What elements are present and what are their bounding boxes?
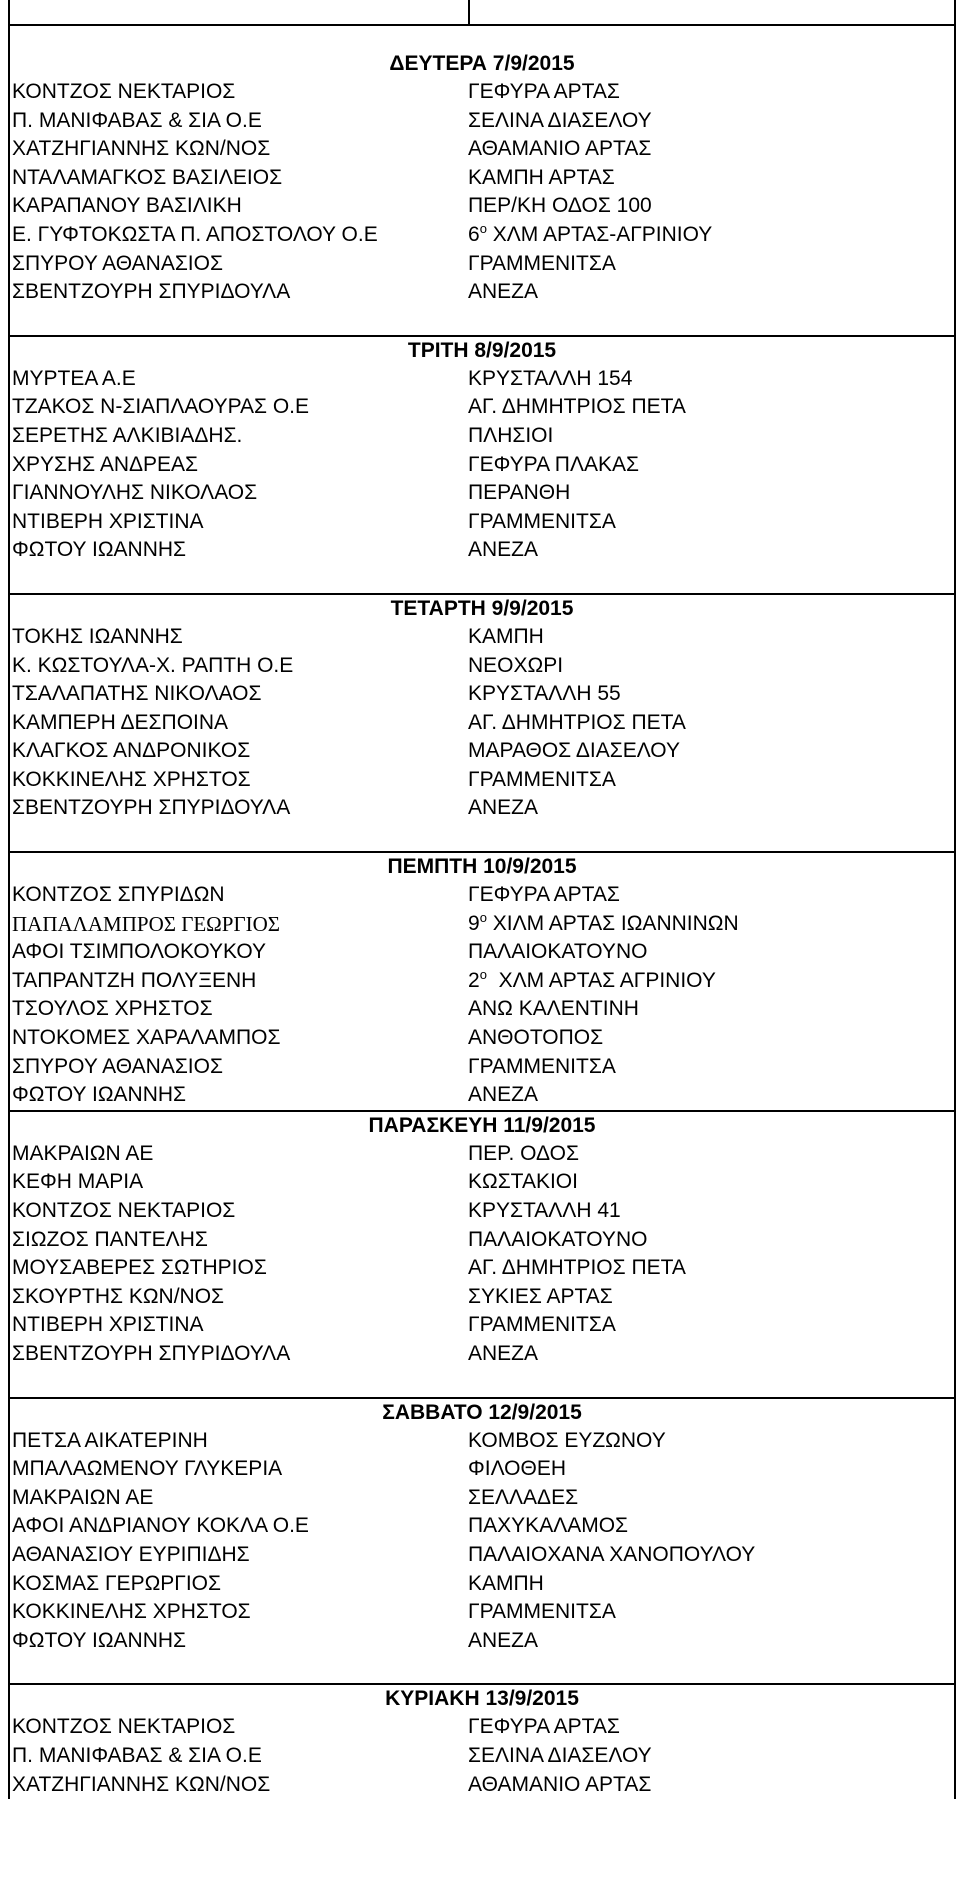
pharmacy-name: ΜΠΑΛΑΩΜΕΝΟΥ ΓΛΥΚΕΡΙΑ xyxy=(12,1457,283,1481)
pharmacy-name: ΚΟΣΜΑΣ ΓΕΡΩΡΓΙΟΣ xyxy=(12,1571,221,1595)
table-row xyxy=(10,938,954,967)
table-row xyxy=(10,967,954,996)
table-row xyxy=(10,652,954,681)
table-row xyxy=(10,995,954,1024)
table-row xyxy=(10,1197,954,1226)
pharmacy-name: ΚΕΦΗ ΜΑΡΙΑ xyxy=(12,1170,144,1194)
location: ΠΛΗΣΙΟΙ xyxy=(468,423,554,447)
pharmacy-name: ΣΕΡΕΤΗΣ ΑΛΚΙΒΙΑΔΗΣ. xyxy=(12,423,243,447)
sections xyxy=(10,50,954,1799)
table-row xyxy=(10,1713,954,1742)
location: ΠΕΡ/ΚΗ ΟΔΟΣ 100 xyxy=(468,194,652,218)
schedule-sheet xyxy=(8,0,956,1799)
spacer-row xyxy=(10,1655,954,1683)
table-row xyxy=(10,794,954,823)
table-row xyxy=(10,737,954,766)
pharmacy-name: ΚΟΝΤΖΟΣ ΝΕΚΤΑΡΙΟΣ xyxy=(12,1715,236,1739)
pharmacy-name: ΤΣΑΛΑΠΑΤΗΣ ΝΙΚΟΛΑΟΣ xyxy=(12,682,262,706)
spacer-row xyxy=(10,823,954,851)
location: ΚΑΜΠΗ xyxy=(468,1571,544,1595)
table-row xyxy=(10,1140,954,1169)
location: ΓΡΑΜΜΕΝΙΤΣΑ xyxy=(468,1313,616,1337)
day-section xyxy=(10,1685,954,1799)
pharmacy-name: ΤΣΟΥΛΟΣ ΧΡΗΣΤΟΣ xyxy=(12,997,213,1021)
table-row xyxy=(10,1427,954,1456)
location: ΜΑΡΑΘΟΣ ΔΙΑΣΕΛΟΥ xyxy=(468,739,680,763)
ordinal-suffix: ο xyxy=(479,909,487,925)
location: ΠΑΛΑΙΟΚΑΤΟΥΝΟ xyxy=(468,940,648,964)
location-rest: ΧΛΜ ΑΡΤΑΣ-ΑΓΡΙΝΙΟΥ xyxy=(486,222,713,246)
location-rest: ΧΙΛΜ ΑΡΤΑΣ ΙΩΑΝΝΙΝΩΝ xyxy=(486,911,739,935)
location: ΠΑΛΑΙΟΚΑΤΟΥΝΟ xyxy=(468,1227,648,1251)
spacer-row xyxy=(10,1369,954,1397)
pharmacy-name: ΝΤΙΒΕΡΗ ΧΡΙΣΤΙΝΑ xyxy=(12,1313,204,1337)
day-title: ΤΡΙΤΗ 8/9/2015 xyxy=(407,338,557,362)
pharmacy-name: ΣΠΥΡΟΥ ΑΘΑΝΑΣΙΟΣ xyxy=(12,251,223,275)
table-row xyxy=(10,1340,954,1369)
location: ΚΡΥΣΤΑΛΛΗ 41 xyxy=(468,1199,621,1222)
table-row xyxy=(10,164,954,193)
table-row xyxy=(10,766,954,795)
ordinal-suffix: ο xyxy=(479,966,487,982)
day-section xyxy=(10,1399,954,1686)
table-row xyxy=(10,508,954,537)
day-title: ΣΑΒΒΑΤΟ 12/9/2015 xyxy=(382,1400,582,1424)
pharmacy-name: Ε. ΓΥΦΤΟΚΩΣΤΑ Π. ΑΠΟΣΤΟΛΟΥ Ο.Ε xyxy=(12,222,378,246)
pharmacy-name: ΣΒΕΝΤΖΟΥΡΗ ΣΠΥΡΙΔΟΥΛΑ xyxy=(12,280,291,304)
pharmacy-name: ΤΖΑΚΟΣ Ν-ΣΙΑΠΛΑΟΥΡΑΣ Ο.Ε xyxy=(12,395,310,419)
location: ΚΑΜΠΗ xyxy=(468,624,544,648)
day-section xyxy=(10,853,954,1112)
location: ΣΥΚΙΕΣ ΑΡΤΑΣ xyxy=(468,1284,613,1308)
pharmacy-name: ΝΤΟΚΟΜΕΣ ΧΑΡΑΛΑΜΠΟΣ xyxy=(12,1026,281,1050)
pharmacy-name: ΦΩΤΟΥ ΙΩΑΝΝΗΣ xyxy=(12,1083,187,1107)
pharmacy-name: ΣΙΩΖΟΣ ΠΑΝΤΕΛΗΣ xyxy=(12,1227,208,1251)
pharmacy-name: ΣΒΕΝΤΖΟΥΡΗ ΣΠΥΡΙΔΟΥΛΑ xyxy=(12,796,291,820)
table-row xyxy=(10,1311,954,1340)
location: ΓΕΦΥΡΑ ΑΡΤΑΣ xyxy=(468,80,620,103)
pharmacy-name: ΜΑΚΡΑΙΩΝ ΑΕ xyxy=(12,1141,154,1165)
pharmacy-name: ΣΚΟΥΡΤΗΣ ΚΩΝ/ΝΟΣ xyxy=(12,1284,225,1308)
pharmacy-name: ΚΛΑΓΚΟΣ ΑΝΔΡΟΝΙΚΟΣ xyxy=(12,739,251,763)
location-number: 6 xyxy=(468,222,480,246)
pharmacy-name: ΦΩΤΟΥ ΙΩΑΝΝΗΣ xyxy=(12,1628,187,1652)
location: ΚΡΥΣΤΑΛΛΗ 154 xyxy=(468,366,633,390)
location: ΠΑΧΥΚΑΛΑΜΟΣ xyxy=(468,1514,629,1538)
pharmacy-name: ΚΑΜΠΕΡΗ ΔΕΣΠΟΙΝΑ xyxy=(12,710,229,734)
day-section xyxy=(10,337,954,595)
table-row xyxy=(10,422,954,451)
location: ΠΑΛΑΙΟΧΑΝΑ ΧΑΝΟΠΟΥΛΟΥ xyxy=(468,1542,756,1566)
location-number: 9 xyxy=(468,911,480,935)
pharmacy-name: ΝΤΑΛΑΜΑΓΚΟΣ ΒΑΣΙΛΕΙΟΣ xyxy=(12,165,283,189)
table-row xyxy=(10,1168,954,1197)
table-row xyxy=(10,1081,954,1110)
location: ΠΕΡΑΝΘΗ xyxy=(468,481,571,505)
pharmacy-name: ΧΡΥΣΗΣ ΑΝΔΡΕΑΣ xyxy=(12,452,199,476)
location: ΣΕΛΙΝΑ ΔΙΑΣΕΛΟΥ xyxy=(468,1743,652,1767)
table-row xyxy=(10,536,954,565)
pharmacy-name: ΝΤΙΒΕΡΗ ΧΡΙΣΤΙΝΑ xyxy=(12,509,204,533)
pharmacy-name: ΚΟΝΤΖΟΣ ΣΠΥΡΙΔΩΝ xyxy=(12,883,225,907)
location xyxy=(468,221,954,250)
pharmacy-name: ΧΑΤΖΗΓΙΑΝΝΗΣ ΚΩΝ/ΝΟΣ xyxy=(12,1772,271,1796)
header-row xyxy=(10,0,954,26)
location: ΠΕΡ. ΟΔΟΣ xyxy=(468,1141,579,1165)
table-row xyxy=(10,107,954,136)
location: ΑΝΕΖΑ xyxy=(468,796,539,820)
table-row xyxy=(10,135,954,164)
ordinal-suffix: ο xyxy=(479,220,487,236)
table-row xyxy=(10,1627,954,1656)
table-row xyxy=(10,1570,954,1599)
pharmacy-name: ΠΕΤΣΑ ΑΙΚΑΤΕΡΙΝΗ xyxy=(12,1428,208,1452)
day-title: ΔΕΥΤΕΡΑ 7/9/2015 xyxy=(389,52,575,75)
location: ΓΡΑΜΜΕΝΙΤΣΑ xyxy=(468,1054,616,1078)
table-row xyxy=(10,278,954,307)
spacer-row xyxy=(10,565,954,593)
pharmacy-name: ΑΦΟΙ ΤΣΙΜΠΟΛΟΚΟΥΚΟΥ xyxy=(12,940,267,964)
location: ΓΡΑΜΜΕΝΙΤΣΑ xyxy=(468,1600,616,1624)
table-row xyxy=(10,1455,954,1484)
table-row xyxy=(10,680,954,709)
location: ΑΝΩ ΚΑΛΕΝΤΙΝΗ xyxy=(468,997,639,1021)
location-rest: ΧΛΜ ΑΡΤΑΣ ΑΓΡΙΝΙΟΥ xyxy=(486,968,716,992)
location: ΚΟΜΒΟΣ ΕΥΖΩΝΟΥ xyxy=(468,1428,666,1452)
spacer-row xyxy=(10,307,954,335)
table-row xyxy=(10,881,954,910)
table-row xyxy=(10,1484,954,1513)
location-number: 2 xyxy=(468,968,480,992)
day-section xyxy=(10,1112,954,1399)
pharmacy-name: ΤΟΚΗΣ ΙΩΑΝΝΗΣ xyxy=(12,624,183,648)
table-row xyxy=(10,1226,954,1255)
table-row xyxy=(10,451,954,480)
location: ΓΕΦΥΡΑ ΑΡΤΑΣ xyxy=(468,883,620,907)
location: ΑΝΕΖΑ xyxy=(468,1083,539,1107)
location: ΑΝΕΖΑ xyxy=(468,1628,539,1652)
table-row xyxy=(10,250,954,279)
table-row xyxy=(10,910,954,939)
location: ΝΕΟΧΩΡΙ xyxy=(468,653,564,677)
location: ΑΘΑΜΑΝΙΟ ΑΡΤΑΣ xyxy=(468,1772,652,1796)
location: ΦΙΛΟΘΕΗ xyxy=(468,1457,567,1481)
table-row xyxy=(10,1598,954,1627)
pharmacy-name: ΑΦΟΙ ΑΝΔΡΙΑΝΟΥ ΚΟΚΛΑ Ο.Ε xyxy=(12,1514,309,1538)
location: ΚΑΜΠΗ ΑΡΤΑΣ xyxy=(468,165,615,189)
location: ΚΡΥΣΤΑΛΛΗ 55 xyxy=(468,682,621,706)
pharmacy-name: ΚΟΝΤΖΟΣ ΝΕΚΤΑΡΙΟΣ xyxy=(12,1199,236,1222)
pharmacy-name: ΜΑΚΡΑΙΩΝ ΑΕ xyxy=(12,1485,154,1509)
pharmacy-name: ΣΠΥΡΟΥ ΑΘΑΝΑΣΙΟΣ xyxy=(12,1054,223,1078)
pharmacy-name: ΚΟΚΚΙΝΕΛΗΣ ΧΡΗΣΤΟΣ xyxy=(12,1600,251,1624)
pharmacy-name: ΑΘΑΝΑΣΙΟΥ ΕΥΡΙΠΙΔΗΣ xyxy=(12,1542,250,1566)
day-section xyxy=(10,595,954,853)
table-row xyxy=(10,78,954,107)
location: ΑΓ. ΔΗΜΗΤΡΙΟΣ ΠΕΤΑ xyxy=(468,395,686,419)
table-row xyxy=(10,1024,954,1053)
pharmacy-name: ΠΑΠΑΛΑΜΠΡΟΣ ΓΕΩΡΓΙΟΣ xyxy=(12,911,280,936)
pharmacy-name: ΚΟΝΤΖΟΣ ΝΕΚΤΑΡΙΟΣ xyxy=(12,80,236,103)
pharmacy-name: ΧΑΤΖΗΓΙΑΝΝΗΣ ΚΩΝ/ΝΟΣ xyxy=(12,137,271,161)
table-row xyxy=(10,221,954,250)
pharmacy-name: Κ. ΚΩΣΤΟΥΛΑ-Χ. ΡΑΠΤΗ Ο.Ε xyxy=(12,653,294,677)
day-title: ΠΑΡΑΣΚΕΥΗ 11/9/2015 xyxy=(368,1113,596,1137)
table-row xyxy=(10,1541,954,1570)
location: ΑΝΕΖΑ xyxy=(468,538,539,562)
pharmacy-name: ΚΑΡΑΠΑΝΟΥ ΒΑΣΙΛΙΚΗ xyxy=(12,194,242,218)
location: ΑΓ. ΔΗΜΗΤΡΙΟΣ ΠΕΤΑ xyxy=(468,710,686,734)
day-section xyxy=(10,50,954,337)
table-row xyxy=(10,393,954,422)
pharmacy-name: ΜΥΡΤΕΑ Α.Ε xyxy=(12,366,136,390)
day-title: ΤΕΤΑΡΤΗ 9/9/2015 xyxy=(390,596,574,620)
location: ΑΝΘΟΤΟΠΟΣ xyxy=(468,1026,604,1050)
location: ΓΡΑΜΜΕΝΙΤΣΑ xyxy=(468,767,616,791)
location: ΓΡΑΜΜΕΝΙΤΣΑ xyxy=(468,509,616,533)
location: ΣΕΛΛΑΔΕΣ xyxy=(468,1485,579,1509)
table-row xyxy=(10,1283,954,1312)
table-row xyxy=(10,1254,954,1283)
location: ΓΕΦΥΡΑ ΠΛΑΚΑΣ xyxy=(468,452,639,476)
table-row xyxy=(10,192,954,221)
pharmacy-name: ΜΟΥΣΑΒΕΡΕΣ ΣΩΤΗΡΙΟΣ xyxy=(12,1256,267,1280)
day-title: ΠΕΜΠΤΗ 10/9/2015 xyxy=(387,855,577,879)
location xyxy=(468,967,954,996)
pharmacy-name: ΣΒΕΝΤΖΟΥΡΗ ΣΠΥΡΙΔΟΥΛΑ xyxy=(12,1341,291,1365)
table-row xyxy=(10,1771,954,1800)
pharmacy-name: ΓΙΑΝΝΟΥΛΗΣ ΝΙΚΟΛΑΟΣ xyxy=(12,481,258,505)
table-row xyxy=(10,623,954,652)
location: ΚΩΣΤΑΚΙΟΙ xyxy=(468,1170,578,1194)
table-row xyxy=(10,1742,954,1771)
location: ΑΝΕΖΑ xyxy=(468,1341,539,1365)
location: ΑΝΕΖΑ xyxy=(468,280,539,304)
location xyxy=(468,910,954,939)
pharmacy-name: ΦΩΤΟΥ ΙΩΑΝΝΗΣ xyxy=(12,538,187,562)
location: ΓΕΦΥΡΑ ΑΡΤΑΣ xyxy=(468,1715,620,1739)
table-row xyxy=(10,365,954,394)
pharmacy-name: ΚΟΚΚΙΝΕΛΗΣ ΧΡΗΣΤΟΣ xyxy=(12,767,251,791)
location: ΣΕΛΙΝΑ ΔΙΑΣΕΛΟΥ xyxy=(468,108,652,132)
location: ΑΓ. ΔΗΜΗΤΡΙΟΣ ΠΕΤΑ xyxy=(468,1256,686,1280)
day-title: ΚΥΡΙΑΚΗ 13/9/2015 xyxy=(385,1687,579,1711)
pharmacy-name: Π. ΜΑΝΙΦΑΒΑΣ & ΣΙΑ Ο.Ε xyxy=(12,1743,262,1767)
location: ΑΘΑΜΑΝΙΟ ΑΡΤΑΣ xyxy=(468,137,652,161)
table-row xyxy=(10,1512,954,1541)
table-row xyxy=(10,479,954,508)
table-row xyxy=(10,709,954,738)
table-row xyxy=(10,1053,954,1082)
pharmacy-name: Π. ΜΑΝΙΦΑΒΑΣ & ΣΙΑ Ο.Ε xyxy=(12,108,262,132)
pharmacy-name: ΤΑΠΡΑΝΤΖΗ ΠΟΛΥΞΕΝΗ xyxy=(12,968,257,992)
location: ΓΡΑΜΜΕΝΙΤΣΑ xyxy=(468,251,616,275)
